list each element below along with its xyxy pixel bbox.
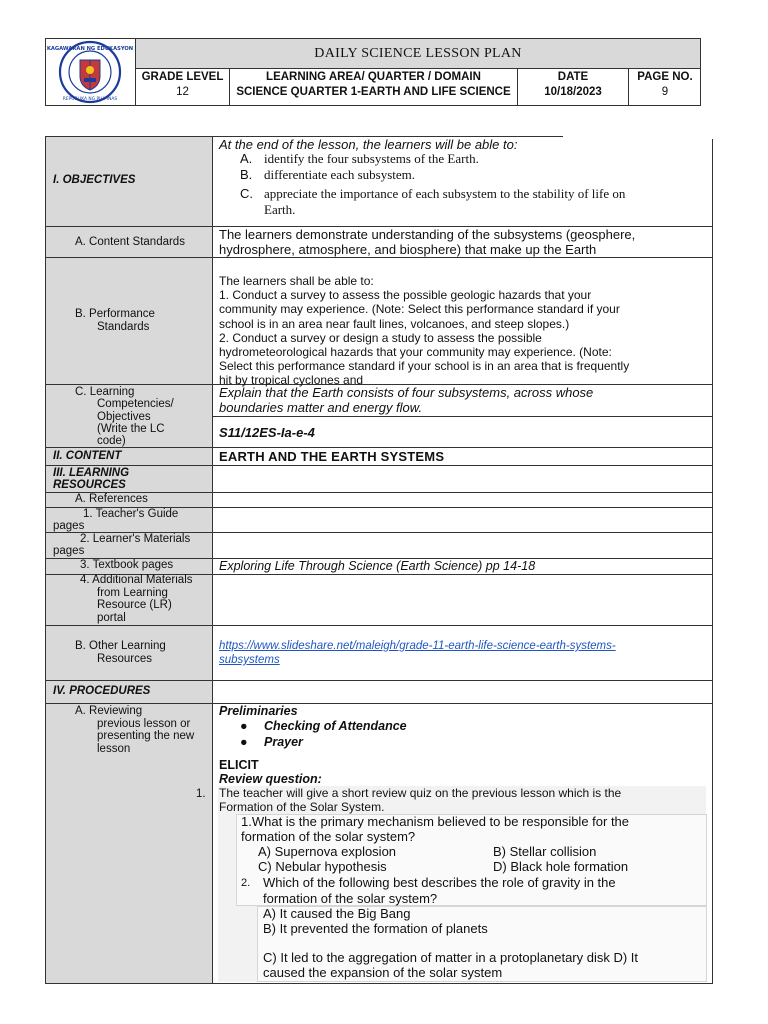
textbook-pages-value: Exploring Life Through Science (Earth Science) pp 14-18 xyxy=(219,559,536,573)
learning-competencies-label: C. Learning Competencies/ Objectives (Write the LC code) xyxy=(75,386,174,448)
objective-item: B. differentiate each subsystem. xyxy=(240,167,416,182)
quiz-intro: The teacher will give a short review quiz on the previous lesson which is the Formation of the Solar System. xyxy=(219,786,622,814)
page-number-label: PAGE NO. xyxy=(637,71,693,83)
quiz-question-1: 1.What is the primary mechanism believed to be responsible for the formation of the solar system? xyxy=(241,814,630,844)
quiz-question-2: 2. Which of the following best describes the role of gravity in the formation of the solar system? xyxy=(241,875,616,906)
learning-area-label: LEARNING AREA/ QUARTER / DOMAIN xyxy=(266,71,481,83)
svg-text:KAGAWARAN NG EDUKASYON: KAGAWARAN NG EDUKASYON xyxy=(46,46,134,52)
objectives-intro: At the end of the lesson, the learners will be able to: xyxy=(219,137,518,152)
performance-standards-text: The learners shall be able to: 1. Conduct a survey to assess the possible geologic hazards that your community may experience. (Note: Select this performance standard if your school is in an area near fault lines, volcanoes, and steep slopes.) 2. Conduct a survey or design a study to assess the possible hydrometeorological hazards that your community may experience. (Note: Select this performance standard if your school is in an area that is frequently hit by tropical cyclones and xyxy=(219,274,630,388)
list-item: ● Prayer xyxy=(240,735,303,749)
procedure-item-marker: 1. xyxy=(196,788,206,800)
learners-materials-label: 2. Learner's Materials pages xyxy=(53,533,191,557)
elicit-heading: ELICIT xyxy=(219,758,259,772)
page-number-value: 9 xyxy=(661,86,669,98)
preliminaries-list xyxy=(240,718,407,750)
grade-level-label: GRADE LEVEL xyxy=(141,71,224,83)
references-label: A. References xyxy=(75,493,148,505)
other-learning-resources-label: B. Other Learning Resources xyxy=(75,640,166,665)
grade-level-value: 12 xyxy=(176,86,189,98)
learning-competency-code: S11/12ES-Ia-e-4 xyxy=(219,425,315,440)
grade-level-cell xyxy=(136,68,229,100)
procedures-label: IV. PROCEDURES xyxy=(53,685,151,697)
learning-competencies-text: Explain that the Earth consists of four subsystems, across whose boundaries matter and energy flow. xyxy=(219,385,594,415)
content-standards-text: The learners demonstrate understanding of the subsystems (geosphere, hydrosphere, atmosphere, and biosphere) that make up the Earth xyxy=(219,227,636,257)
learning-area-cell xyxy=(230,68,517,100)
svg-text:REPUBLIKA NG PILIPINAS: REPUBLIKA NG PILIPINAS xyxy=(62,97,118,102)
review-question-heading: Review question: xyxy=(219,772,322,786)
learning-area-value: SCIENCE QUARTER 1-EARTH AND LIFE SCIENCE xyxy=(236,86,511,98)
page-number-cell xyxy=(629,68,701,100)
objectives-label: I. OBJECTIVES xyxy=(53,174,136,186)
date-value: 10/18/2023 xyxy=(544,86,602,98)
deped-seal-logo xyxy=(46,40,134,104)
page-title: DAILY SCIENCE LESSON PLAN xyxy=(136,39,700,69)
learning-resources-label: III. LEARNING RESOURCES xyxy=(53,467,130,491)
objective-item: A. identify the four subsystems of the Earth. xyxy=(240,151,479,166)
content-label: II. CONTENT xyxy=(53,450,122,462)
content-value: EARTH AND THE EARTH SYSTEMS xyxy=(219,449,445,464)
teachers-guide-label: 1. Teacher's Guide pages xyxy=(53,508,179,532)
objective-item: C. appreciate the importance of each subsystem to the stability of life on xyxy=(240,186,626,201)
additional-materials-label: 4. Additional Materials from Learning Resource (LR) portal xyxy=(80,574,193,624)
content-standards-label: A. Content Standards xyxy=(75,236,185,248)
date-cell xyxy=(518,68,628,100)
resource-link[interactable]: https://www.slideshare.net/maleigh/grade-11-earth-life-science-earth-systems- subsystems xyxy=(219,640,616,666)
preliminaries-heading: Preliminaries xyxy=(219,704,298,718)
reviewing-label: A. Reviewing previous lesson or presenting the new lesson xyxy=(75,705,195,755)
quiz-question-2-choices: A) It caused the Big Bang B) It prevented the formation of planets C) It led to the aggregation of matter in a protoplanetary disk D) It caused the expansion of the solar system xyxy=(263,906,639,980)
objective-item: Earth. xyxy=(264,202,296,217)
list-item: ● Checking of Attendance xyxy=(240,719,407,733)
objectives-list xyxy=(240,151,710,218)
date-label: DATE xyxy=(557,71,589,83)
performance-standards-label: B. Performance Standards xyxy=(75,308,155,333)
quiz-question-1-choices: A) Supernova explosion B) Stellar collision C) Nebular hypothesis D) Black hole formation xyxy=(258,844,629,874)
label-column-standards xyxy=(46,227,212,384)
textbook-pages-label: 3. Textbook pages xyxy=(80,559,174,571)
